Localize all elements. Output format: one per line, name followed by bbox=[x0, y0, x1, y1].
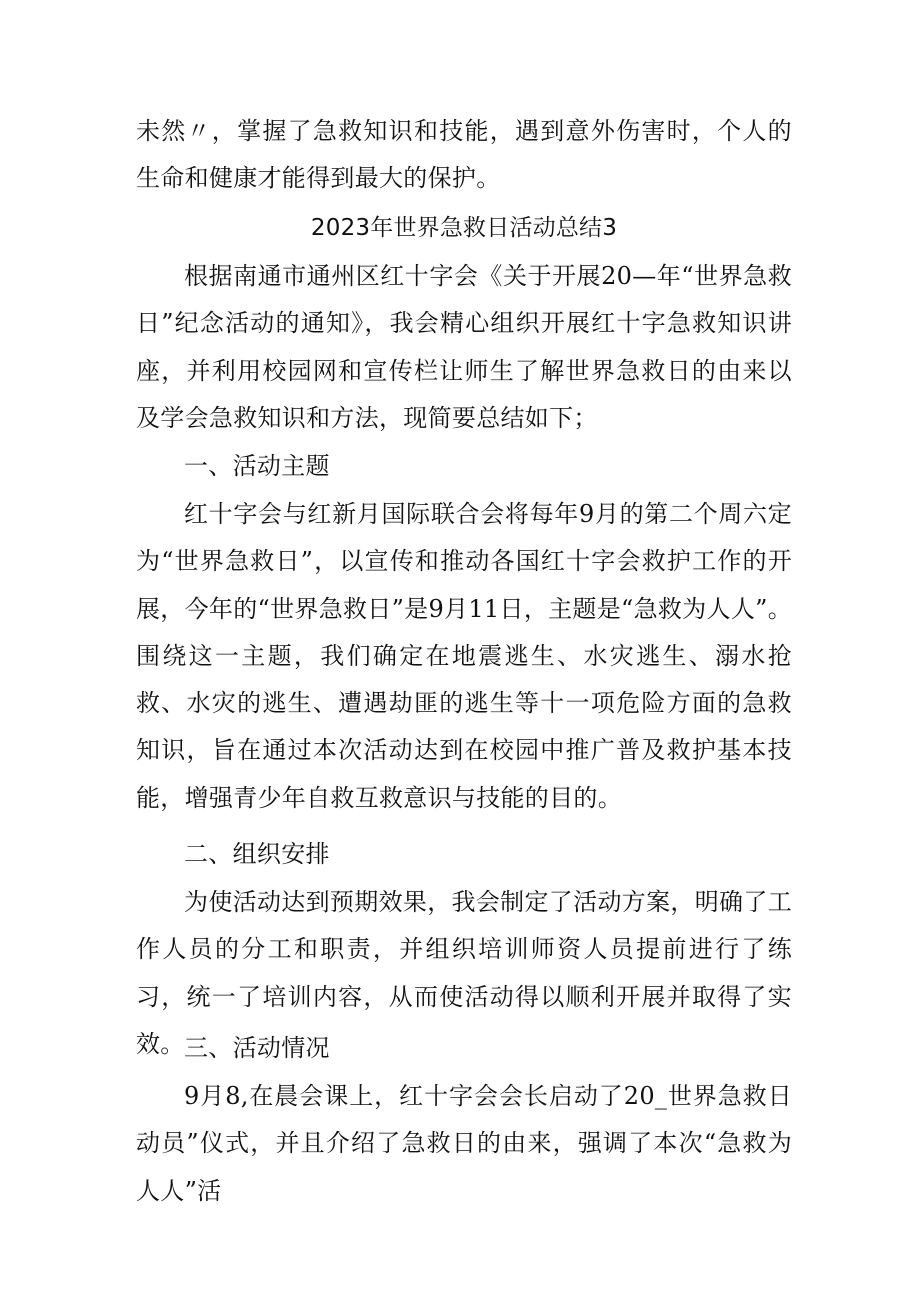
document-title: 2023年世界急救日活动总结3 bbox=[310, 215, 618, 241]
section-heading-activity-status: 三、活动情况 bbox=[184, 1034, 330, 1062]
section-heading-activity-theme: 一、活动主题 bbox=[184, 452, 330, 480]
paragraph-activity-theme: 红十字会与红新月国际联合会将每年9月的第二个周六定为“世界急救日”，以宣传和推动各国红十字会救护工作的开展，今年的“世界急救日”是9月11日，主题是“急救为人人”。围绕这一主题，我们确定在地震逃生、水灾逃生、溺水抢救、水灾的逃生、遭遇劫匪的逃生等十一项危险方面的急救知识，旨在通过本次活动达到在校园中推广普及救护基本技能，增强青少年自救互救意识与技能的目的。 bbox=[136, 500, 792, 812]
paragraph-intro-notice: 根据南通市通州区红十字会《关于开展20—年“世界急救日”纪念活动的通知》，我会精心组织开展红十字急救知识讲座，并利用校园网和宣传栏让师生了解世界急救日的由来以及学会急救知识和方法，现简要总结如下； bbox=[136, 262, 792, 432]
section-heading-organization: 二、组织安排 bbox=[184, 840, 330, 868]
paragraph-activity-status: 9月8,在晨会课上，红十字会会长启动了20_世界急救日动员”仪式，并且介绍了急救日的由来，强调了本次“急救为人人”活 bbox=[136, 1082, 792, 1205]
paragraph-organization: 为使活动达到预期效果，我会制定了活动方案，明确了工作人员的分工和职责，并组织培训师资人员提前进行了练习，统一了培训内容，从而使活动得以顺利开展并取得了实效。 bbox=[136, 888, 792, 1058]
intro-paragraph: 未然〃，掌握了急救知识和技能，遇到意外伤害时，个人的生命和健康才能得到最大的保护。 bbox=[136, 117, 792, 193]
